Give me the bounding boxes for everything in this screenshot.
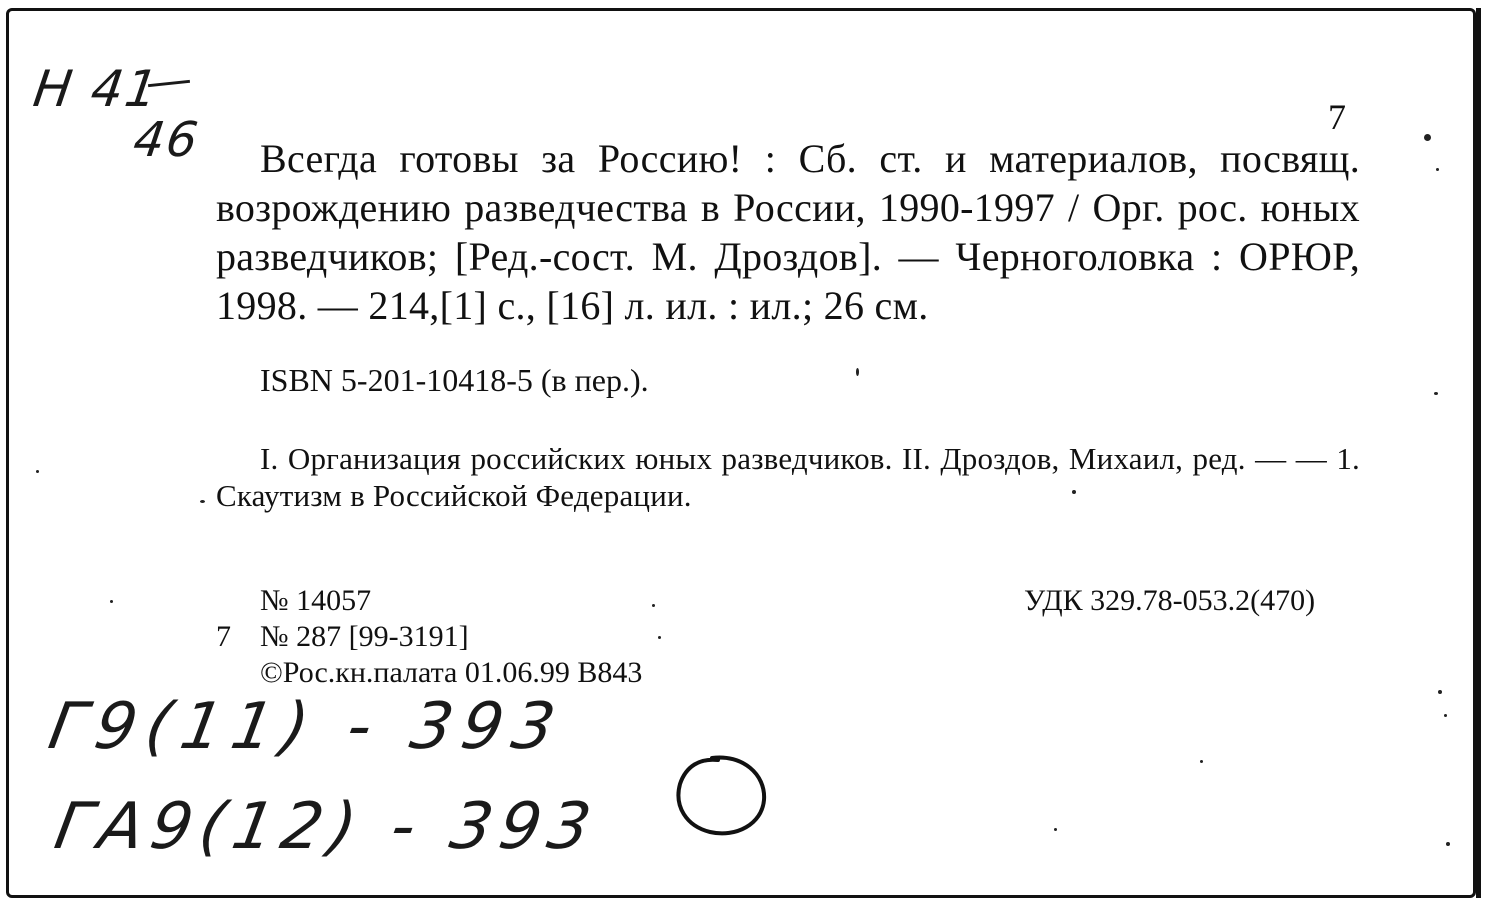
- dust-speck: [1200, 760, 1203, 763]
- dust-speck: [1438, 690, 1442, 694]
- card-number: № 14057: [260, 584, 372, 617]
- dust-speck: [1446, 842, 1450, 846]
- dust-speck: [652, 604, 655, 607]
- page-number: 7: [1328, 97, 1346, 137]
- dust-speck: [1444, 714, 1447, 717]
- hand-drawn-circle-mark: [672, 752, 772, 842]
- copyright-line: ©Рос.кн.палата 01.06.99 В843: [260, 656, 643, 689]
- card-edge-shadow: [1476, 8, 1481, 898]
- dust-speck: [1436, 168, 1439, 171]
- bibliographic-description: Всегда готовы за Россию! : Сб. ст. и материалов, посвящ. возрождению разведчества в России, 1990-1997 / Орг. рос. юных разведчиков; [Ред.-сост. М. Дроздов]. — Черноголовка : ОРЮР, 1998. — 214,[1] с., [16] л. ил. : ил.; 26 см.: [216, 136, 1360, 328]
- dust-speck: [1424, 134, 1431, 141]
- dust-speck: [200, 500, 205, 503]
- dust-speck: [856, 368, 859, 376]
- dust-speck: [1072, 490, 1076, 494]
- handwritten-code-2: ГА9(12) - 393: [49, 790, 604, 864]
- subject-tracing: I. Организация российских юных разведчиков. II. Дроздов, Михаил, ред. — — 1. Скаутизм в Российской Федерации.: [216, 441, 1360, 513]
- handwritten-shelfmark-denominator: 46: [130, 112, 204, 168]
- dust-speck: [1434, 392, 1438, 395]
- handwritten-shelfmark-top: Н 41: [29, 60, 164, 118]
- udk-classification: УДК 329.78-053.2(470): [1024, 584, 1316, 617]
- dust-speck: [110, 600, 113, 603]
- line-prefix-number: 7: [216, 620, 231, 653]
- dust-speck: [658, 636, 661, 639]
- dust-speck: [1054, 828, 1057, 831]
- handwritten-code-1: Г9(11) - 393: [43, 690, 571, 764]
- registration-number: № 287 [99-3191]: [260, 620, 469, 653]
- isbn-line: ISBN 5-201-10418-5 (в пер.).: [260, 362, 649, 398]
- dust-speck: [36, 470, 39, 473]
